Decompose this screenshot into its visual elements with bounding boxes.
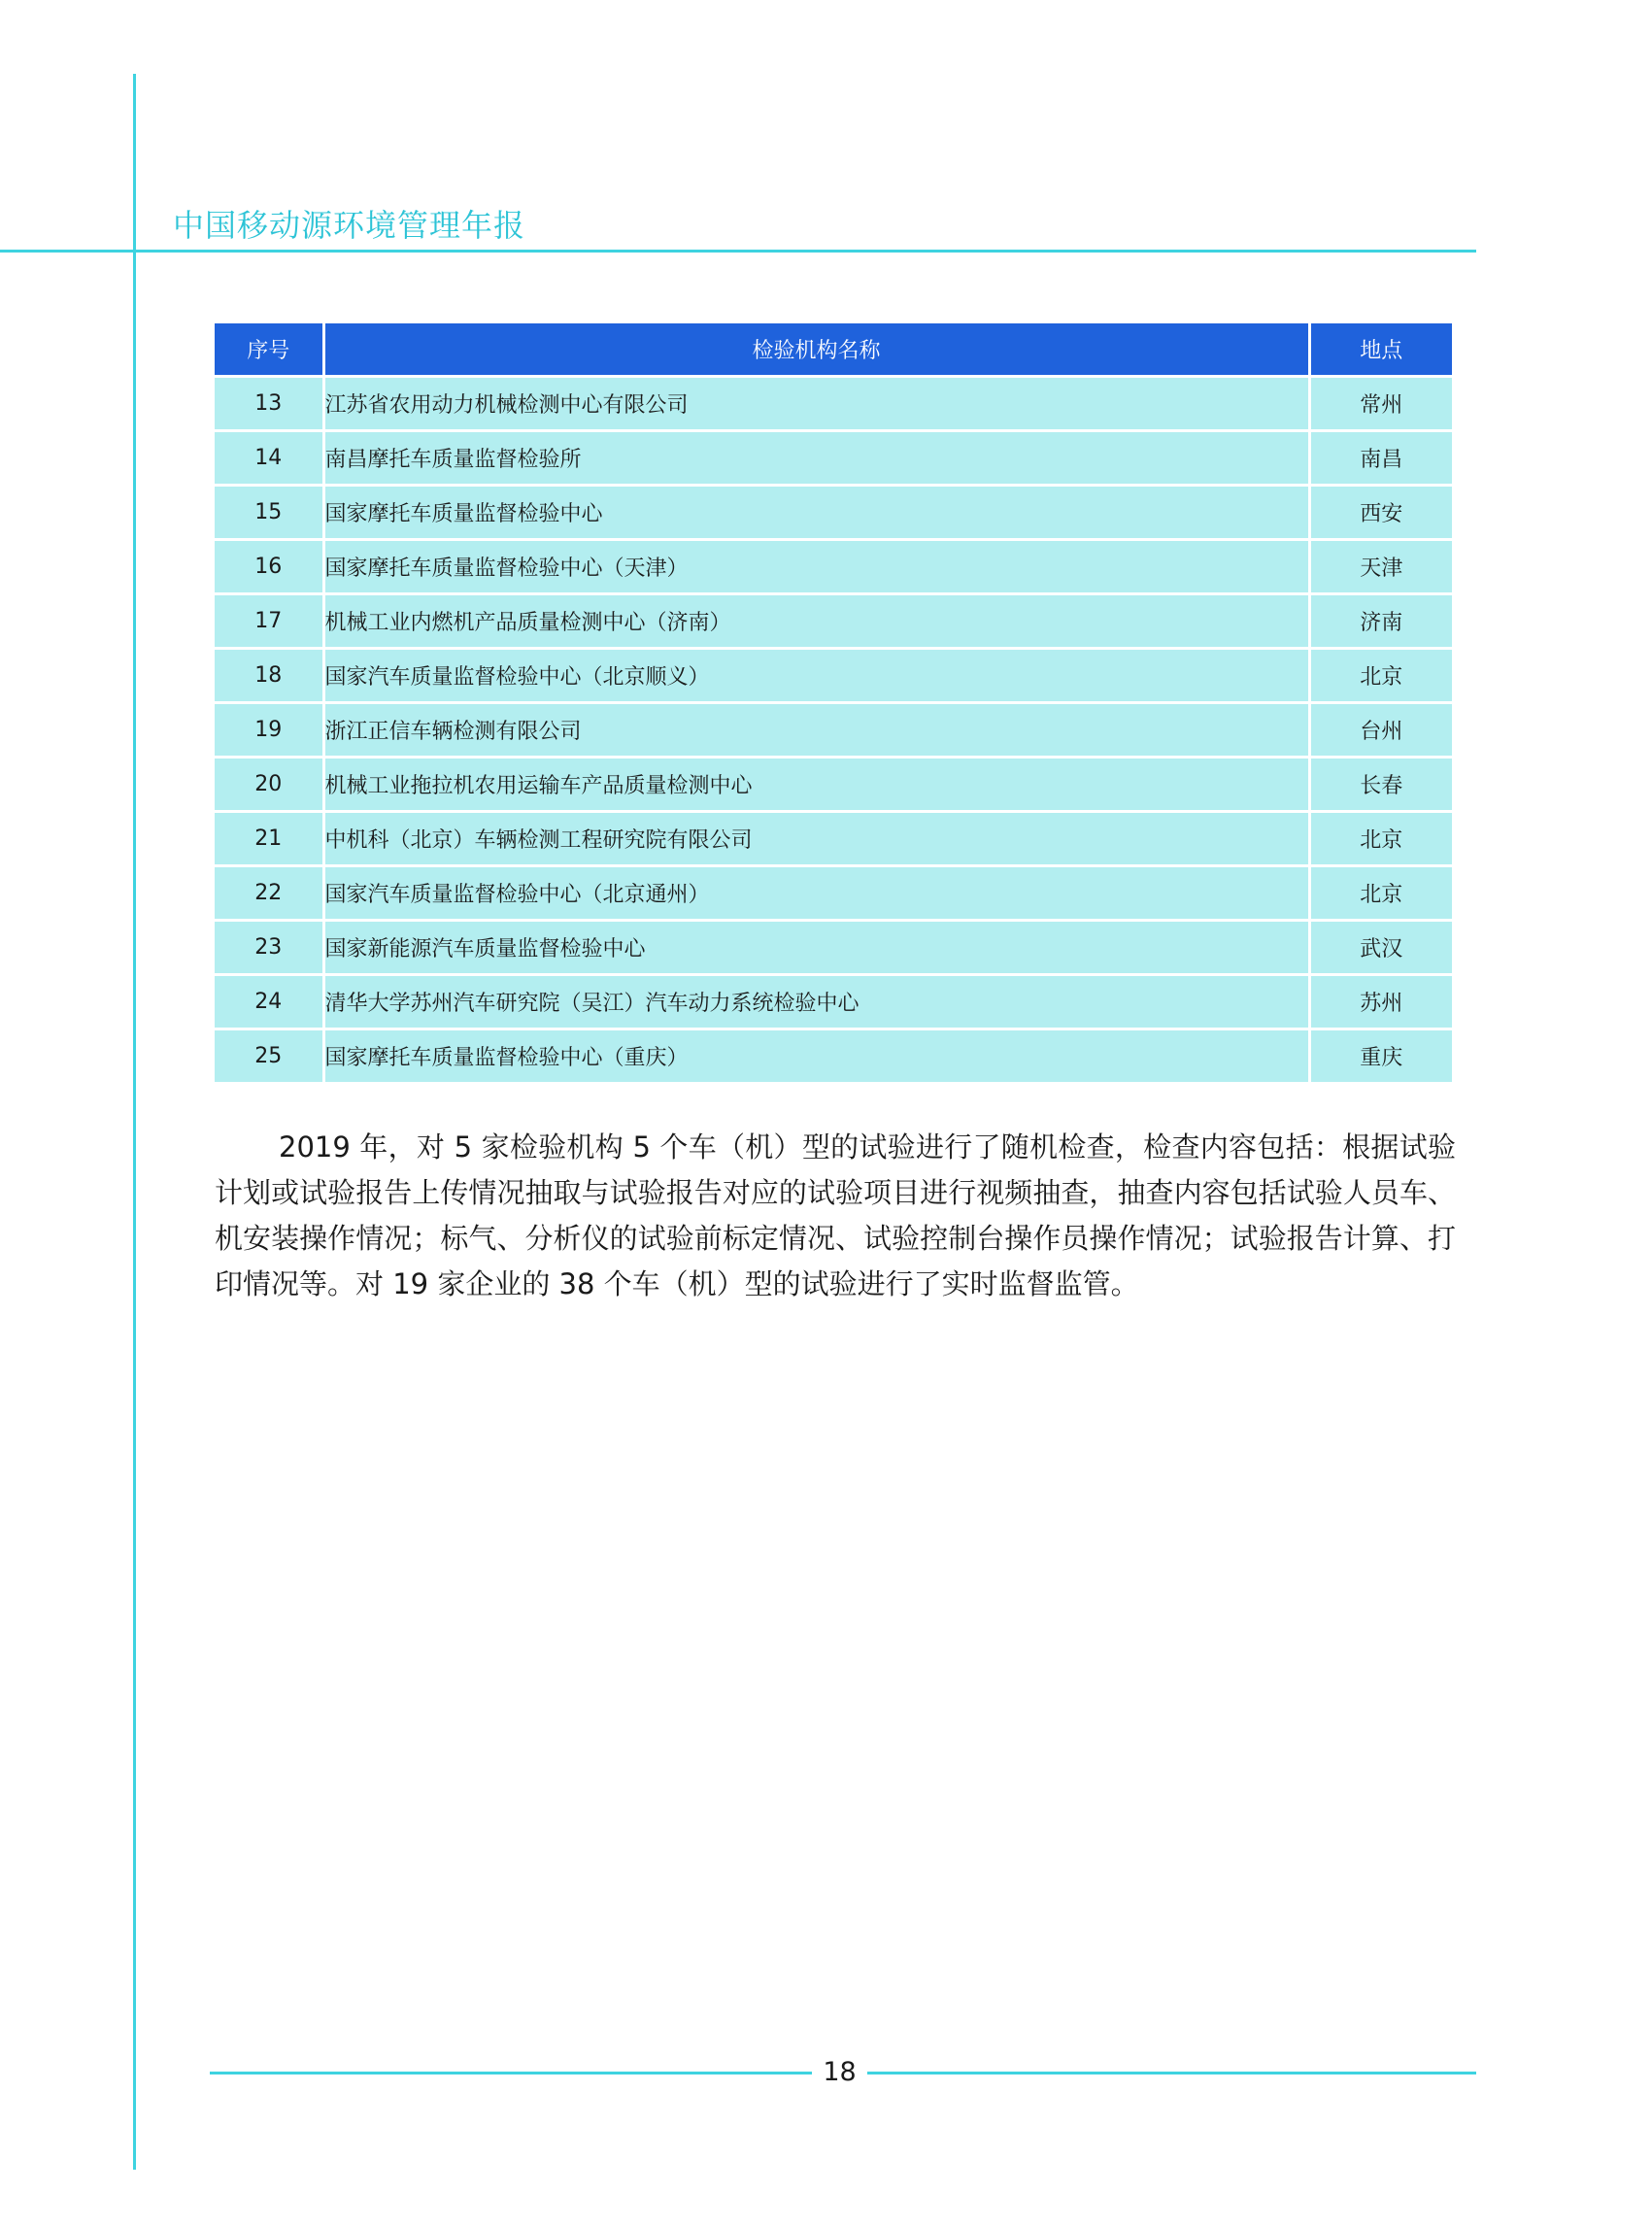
- cell-location: 武汉: [1309, 921, 1452, 975]
- table-row: [215, 866, 1452, 921]
- running-header-title: 中国移动源环境管理年报: [173, 207, 526, 244]
- cell-institution-name: 机械工业拖拉机农用运输车产品质量检测中心: [323, 758, 1309, 812]
- table-row: [215, 540, 1452, 594]
- cell-number: 17: [215, 594, 323, 649]
- table-row: [215, 921, 1452, 975]
- cell-location: 南昌: [1309, 431, 1452, 486]
- cell-location: 北京: [1309, 649, 1452, 703]
- column-header-location: 地点: [1309, 323, 1452, 377]
- table-row: [215, 594, 1452, 649]
- cell-location: 济南: [1309, 594, 1452, 649]
- body-paragraph: 2019 年，对 5 家检验机构 5 个车（机）型的试验进行了随机检查，检查内容包括：根据试验计划或试验报告上传情况抽取与试验报告对应的试验项目进行视频抽查，抽查内容包括试验人员车、机安装操作情况；标气、分析仪的试验前标定情况、试验控制台操作员操作情况；试验报告计算、打印情况等。对 19 家企业的 38 个车（机）型的试验进行了实时监督监管。: [215, 1130, 1456, 1300]
- cell-number: 22: [215, 866, 323, 921]
- cell-number: 14: [215, 431, 323, 486]
- cell-location: 常州: [1309, 377, 1452, 431]
- cell-institution-name: 国家汽车质量监督检验中心（北京顺义）: [323, 649, 1309, 703]
- cell-number: 24: [215, 975, 323, 1029]
- table-row: [215, 649, 1452, 703]
- table-header-row: [215, 323, 1452, 377]
- header-rule: [0, 250, 1476, 253]
- cell-institution-name: 国家摩托车质量监督检验中心（重庆）: [323, 1029, 1309, 1083]
- cell-number: 19: [215, 703, 323, 758]
- table-row: [215, 812, 1452, 866]
- cell-number: 13: [215, 377, 323, 431]
- cell-institution-name: 中机科（北京）车辆检测工程研究院有限公司: [323, 812, 1309, 866]
- cell-institution-name: 机械工业内燃机产品质量检测中心（济南）: [323, 594, 1309, 649]
- cell-institution-name: 国家汽车质量监督检验中心（北京通州）: [323, 866, 1309, 921]
- cell-location: 西安: [1309, 486, 1452, 540]
- table-row: [215, 703, 1452, 758]
- cell-institution-name: 国家摩托车质量监督检验中心（天津）: [323, 540, 1309, 594]
- cell-location: 台州: [1309, 703, 1452, 758]
- cell-number: 18: [215, 649, 323, 703]
- column-header-number: 序号: [215, 323, 323, 377]
- table-row: [215, 975, 1452, 1029]
- cell-location: 苏州: [1309, 975, 1452, 1029]
- cell-number: 15: [215, 486, 323, 540]
- table-row: [215, 431, 1452, 486]
- cell-location: 天津: [1309, 540, 1452, 594]
- cell-number: 21: [215, 812, 323, 866]
- cell-number: 20: [215, 758, 323, 812]
- cell-location: 北京: [1309, 866, 1452, 921]
- page-number: 18: [823, 2057, 857, 2087]
- cell-number: 16: [215, 540, 323, 594]
- cell-location: 长春: [1309, 758, 1452, 812]
- cell-institution-name: 国家新能源汽车质量监督检验中心: [323, 921, 1309, 975]
- cell-institution-name: 江苏省农用动力机械检测中心有限公司: [323, 377, 1309, 431]
- left-margin-rule: [133, 74, 136, 2170]
- inspection-institutions-table: [215, 323, 1452, 1082]
- cell-institution-name: 国家摩托车质量监督检验中心: [323, 486, 1309, 540]
- footer-rule-right: [867, 2072, 1476, 2074]
- table-row: [215, 486, 1452, 540]
- footer-rule-left: [210, 2072, 812, 2074]
- cell-location: 重庆: [1309, 1029, 1452, 1083]
- column-header-institution-name: 检验机构名称: [323, 323, 1309, 377]
- cell-location: 北京: [1309, 812, 1452, 866]
- cell-number: 23: [215, 921, 323, 975]
- table-row: [215, 377, 1452, 431]
- cell-institution-name: 南昌摩托车质量监督检验所: [323, 431, 1309, 486]
- cell-number: 25: [215, 1029, 323, 1083]
- cell-institution-name: 清华大学苏州汽车研究院（吴江）汽车动力系统检验中心: [323, 975, 1309, 1029]
- cell-institution-name: 浙江正信车辆检测有限公司: [323, 703, 1309, 758]
- table-row: [215, 1029, 1452, 1083]
- table-row: [215, 758, 1452, 812]
